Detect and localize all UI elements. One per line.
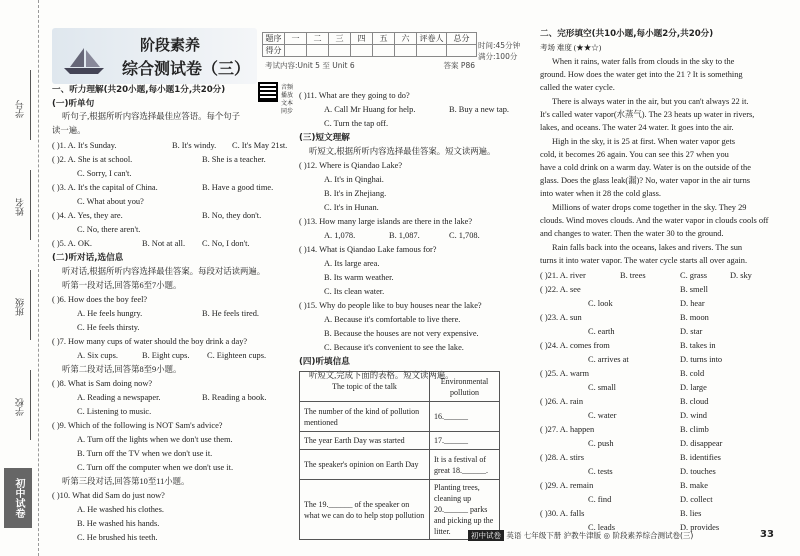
q6-option-a[interactable]: A. He feels hungry.	[77, 309, 143, 318]
q14-option-a[interactable]: A. Its large area.	[324, 259, 380, 268]
q9-option-b[interactable]: B. Turn off the TV when we don't use it.	[77, 449, 213, 458]
q5-option-b[interactable]: B. Not at all.	[142, 239, 186, 248]
score-table	[262, 32, 477, 57]
exam-scope: 考试内容:Unit 5 至 Unit 6	[265, 61, 355, 70]
difficulty-tag: 考场 难度 (★★☆)	[540, 43, 602, 52]
q10-option-a[interactable]: A. He washed his clothes.	[77, 505, 164, 514]
q7-option-c[interactable]: C. Eighteen cups.	[207, 351, 267, 360]
q22-option-a[interactable]: ( )22. A. see	[540, 285, 581, 294]
sub4-instruction: 听短文,完成下面的表格。短文读两遍。	[309, 371, 454, 380]
q29-option-c[interactable]: C. find	[588, 495, 612, 504]
score-cell[interactable]	[285, 45, 307, 57]
binding-strip	[0, 0, 40, 556]
q8-option-c[interactable]: C. Listening to music.	[77, 407, 152, 416]
q10-option-b[interactable]: B. He washed his hands.	[77, 519, 160, 528]
q28-option-c[interactable]: C. tests	[588, 467, 613, 476]
student-number-line	[30, 70, 31, 140]
footer-text: 英语 七年级下册 沪教牛津版 ◎ 阶段素养综合测试卷(三)	[506, 531, 694, 540]
q28-option-a[interactable]: ( )28. A. stirs	[540, 453, 584, 462]
score-header: 五	[373, 33, 395, 45]
q2-option-c[interactable]: C. Sorry, I can't.	[77, 169, 132, 178]
dialogue-3-note: 听第三段对话,回答第10至11小题。	[62, 477, 190, 486]
qr-code[interactable]	[258, 82, 278, 102]
passage-p1-l2: ground. How does the water get into the 21 ? It is something	[540, 70, 743, 79]
q8-option-a[interactable]: A. Reading a newspaper.	[77, 393, 161, 402]
q23-option-a[interactable]: ( )23. A. sun	[540, 313, 582, 322]
passage-p3-l1: High in the sky, it is 25 at first. When water vapor gets	[552, 137, 736, 146]
page-number: 33	[760, 529, 774, 540]
q12-option-c[interactable]: C. It's in Hunan.	[324, 203, 379, 212]
q13-stem[interactable]: ( )13. How many large islands are there in the lake?	[299, 217, 473, 226]
q12-option-b[interactable]: B. It's in Zhejiang.	[324, 189, 387, 198]
score-header: 二	[307, 33, 329, 45]
q12-stem[interactable]: ( )12. Where is Qiandao Lake?	[299, 161, 403, 170]
blank-16[interactable]: 16.______	[430, 402, 500, 432]
passage-p2-l2: It's called water vapor(水蒸气). The 23 heats up water in rivers,	[540, 110, 755, 119]
q24-option-d[interactable]: D. turns into	[680, 355, 723, 364]
sub3-instruction: 听短文,根据所听内容选择最佳答案。短文读两遍。	[309, 147, 496, 156]
student-number-label: 学号	[16, 100, 26, 118]
footer-tag: 初中试卷	[468, 530, 504, 541]
answer-ref: 答案 P86	[443, 61, 475, 70]
q11-option-c[interactable]: C. Turn the tap off.	[324, 119, 389, 128]
passage-p1-l3: called the water cycle.	[540, 83, 615, 92]
q9-option-a[interactable]: A. Turn off the lights when we don't use them.	[77, 435, 233, 444]
name-line	[30, 170, 31, 240]
time-info	[478, 40, 520, 62]
q27-option-a[interactable]: ( )27. A. happen	[540, 425, 595, 434]
q26-option-b[interactable]: B. cloud	[680, 397, 709, 406]
passage-p3-l5: into water when it 28 the cold glass.	[540, 189, 661, 198]
q10-stem[interactable]: ( )10. What did Sam do just now?	[52, 491, 165, 500]
time-limit: 时间:45分钟	[478, 41, 521, 50]
passage-p5-l2: turns it into water vapor. The water cycle starts all over again.	[540, 256, 748, 265]
q4-option-a[interactable]: ( )4. A. Yes, they are.	[52, 211, 123, 220]
q26-option-c[interactable]: C. water	[588, 411, 617, 420]
score-cell[interactable]	[329, 45, 351, 57]
score-header: 三	[329, 33, 351, 45]
q3-option-c[interactable]: C. What about you?	[77, 197, 144, 206]
class-label: 班级	[16, 298, 26, 316]
passage-p2-l1: There is always water in the air, but you can't always 22 it.	[552, 97, 749, 106]
listening-table	[299, 371, 500, 540]
q12-option-a[interactable]: A. It's in Qinghai.	[324, 175, 384, 184]
blank-17[interactable]: 17.______	[430, 432, 500, 450]
q27-option-d[interactable]: D. disappear	[680, 439, 723, 448]
q30-option-a[interactable]: ( )30. A. falls	[540, 509, 585, 518]
q27-option-c[interactable]: C. push	[588, 439, 614, 448]
page-footer	[468, 530, 758, 544]
q2-option-a[interactable]: ( )2. A. She is at school.	[52, 155, 133, 164]
q24-option-b[interactable]: B. takes in	[680, 341, 716, 350]
title-banner	[52, 28, 257, 84]
q7-option-b[interactable]: B. Eight cups.	[142, 351, 190, 360]
q22-option-d[interactable]: D. hear	[680, 299, 705, 308]
score-header: 评卷人	[417, 33, 447, 45]
subsection-3-title: (三)短文理解	[299, 133, 350, 143]
sub2-instruction: 听对话,根据所听内容选择最佳答案。每段对话读两遍。	[62, 267, 266, 276]
passage-p4-l1: Millions of water drops come together in the sky. They 29	[552, 203, 747, 212]
passage-p4-l3: and changes to water. Then the water 30 to the ground.	[540, 229, 724, 238]
subsection-1-title: (一)听单句	[52, 99, 95, 109]
score-cell[interactable]	[373, 45, 395, 57]
q1-option-b[interactable]: B. It's windy.	[172, 141, 217, 150]
score-cell[interactable]	[395, 45, 417, 57]
dialogue-1-note: 听第一段对话,回答第6至7小题。	[62, 281, 182, 290]
q15-stem[interactable]: ( )15. Why do people like to buy houses near the lake?	[299, 301, 482, 310]
q7-option-a[interactable]: A. Six cups.	[77, 351, 118, 360]
q13-option-c[interactable]: C. 1,708.	[449, 231, 480, 240]
q25-option-a[interactable]: ( )25. A. warm	[540, 369, 590, 378]
q30-option-c[interactable]: C. leads	[588, 523, 615, 532]
q21-option-c[interactable]: C. grass	[680, 271, 707, 280]
q21-option-d[interactable]: D. sky	[730, 271, 752, 280]
q22-option-c[interactable]: C. look	[588, 299, 613, 308]
section-2-title: 二、完形填空(共10小题,每小题2分,共20分)	[540, 29, 714, 39]
sub1-instruction-2: 读一遍。	[52, 126, 86, 135]
q30-option-d[interactable]: D. provides	[680, 523, 720, 532]
q15-option-a[interactable]: A. Because it's comfortable to live there.	[324, 315, 461, 324]
q8-option-b[interactable]: B. Reading a book.	[202, 393, 267, 402]
q7-stem[interactable]: ( )7. How many cups of water should the boy drink a day?	[52, 337, 248, 346]
class-line	[30, 270, 31, 340]
subsection-4-title: (四)听填信息	[299, 357, 350, 367]
table-row-4-label: The 19.______ of the speaker on what we can do to help stop pollution	[300, 480, 430, 540]
score-cell[interactable]	[417, 45, 447, 57]
q21-option-b[interactable]: B. trees	[620, 271, 646, 280]
sub1-instruction: 听句子,根据所听内容选择最佳应答语。每个句子	[62, 112, 240, 121]
q15-option-c[interactable]: C. Because it's convenient to see the lake.	[324, 343, 464, 352]
school-line	[30, 370, 31, 440]
q26-option-d[interactable]: D. wind	[680, 411, 707, 420]
q23-option-d[interactable]: D. star	[680, 327, 703, 336]
passage-p5-l1: Rain falls back into the oceans, lakes and rivers. The sun	[552, 243, 743, 252]
passage-p3-l2: cold, it becomes 26 again. You can see this 27 when you	[540, 150, 729, 159]
title-line-1: 阶段素养	[140, 36, 201, 54]
section-1-title: 一、听力理解(共20小题,每小题1分,共20分)	[52, 85, 226, 95]
exam-scope-line	[265, 60, 475, 71]
q14-stem[interactable]: ( )14. What is Qiandao Lake famous for?	[299, 245, 437, 254]
q25-option-b[interactable]: B. cold	[680, 369, 705, 378]
q29-option-d[interactable]: D. collect	[680, 495, 713, 504]
q11-option-b[interactable]: B. Buy a new tap.	[449, 105, 510, 114]
q13-option-b[interactable]: B. 1,087.	[389, 231, 420, 240]
q22-option-b[interactable]: B. smell	[680, 285, 708, 294]
brand-logo: 初中试卷	[4, 468, 32, 528]
school-label: 学校	[16, 398, 26, 416]
score-cell[interactable]	[307, 45, 329, 57]
q29-option-a[interactable]: ( )29. A. remain	[540, 481, 594, 490]
passage-p1-l1: When it rains, water falls from clouds in the sky to the	[552, 57, 735, 66]
name-label: 姓名	[16, 198, 26, 216]
q24-option-a[interactable]: ( )24. A. comes from	[540, 341, 610, 350]
q2-option-b[interactable]: B. She is a teacher.	[202, 155, 266, 164]
table-row-1-label: The number of the kind of pollution mentioned	[300, 402, 430, 432]
q6-option-c[interactable]: C. He feels thirsty.	[77, 323, 140, 332]
q15-option-b[interactable]: B. Because the houses are not very expensive.	[324, 329, 479, 338]
q3-option-a[interactable]: ( )3. A. It's the capital of China.	[52, 183, 158, 192]
score-header: 题序	[263, 33, 285, 45]
q4-option-b[interactable]: B. No, they don't.	[202, 211, 262, 220]
q11-stem[interactable]: ( )11. What are they going to do?	[299, 91, 410, 100]
q11-option-a[interactable]: A. Call Mr Huang for help.	[324, 105, 416, 114]
table-row-2-label: The year Earth Day was started	[300, 432, 430, 450]
q25-option-c[interactable]: C. small	[588, 383, 616, 392]
q14-option-b[interactable]: B. Its warm weather.	[324, 273, 394, 282]
sailboat-icon	[60, 46, 108, 76]
q28-option-b[interactable]: B. identifies	[680, 453, 721, 462]
dialogue-2-note: 听第二段对话,回答第8至9小题。	[62, 365, 182, 374]
table-header-topic: The topic of the talk	[300, 372, 430, 402]
score-header: 总分	[447, 33, 477, 45]
score-header: 六	[395, 33, 417, 45]
score-header: 四	[351, 33, 373, 45]
q28-option-d[interactable]: D. touches	[680, 467, 716, 476]
score-row-label: 得分	[263, 45, 285, 57]
subsection-2-title: (二)听对话,选信息	[52, 253, 124, 263]
qr-caption: 音频播放 文本同步	[281, 84, 294, 115]
q8-stem[interactable]: ( )8. What is Sam doing now?	[52, 379, 153, 388]
q4-option-c[interactable]: C. No, there aren't.	[77, 225, 141, 234]
cut-line	[38, 0, 39, 556]
q5-option-c[interactable]: C. No, I don't.	[202, 239, 250, 248]
score-header: 一	[285, 33, 307, 45]
q14-option-c[interactable]: C. Its clean water.	[324, 287, 385, 296]
q5-option-a[interactable]: ( )5. A. OK.	[52, 239, 93, 248]
q26-option-a[interactable]: ( )26. A. rain	[540, 397, 584, 406]
q6-option-b[interactable]: B. He feels tired.	[202, 309, 259, 318]
q3-option-b[interactable]: B. Have a good time.	[202, 183, 274, 192]
blank-19-20[interactable]: Planting trees, cleaning up 20.______ parks and picking up the litter.	[430, 480, 500, 540]
q13-option-a[interactable]: A. 1,078.	[324, 231, 356, 240]
q10-option-c[interactable]: C. He brushed his teeth.	[77, 533, 158, 542]
q6-stem[interactable]: ( )6. How does the boy feel?	[52, 295, 148, 304]
title-line-2: 综合测试卷（三）	[122, 59, 251, 78]
q27-option-b[interactable]: B. climb	[680, 425, 709, 434]
passage-p3-l3: have a cold drink on a warm day. Water is on the outside of the	[540, 163, 751, 172]
q1-option-c[interactable]: C. It's May 21st.	[232, 141, 288, 150]
passage-p2-l3: lakes, and oceans. The water 24 water. It goes into the air.	[540, 123, 734, 132]
blank-18[interactable]: It is a festival of great 18.______.	[430, 450, 500, 480]
q25-option-d[interactable]: D. large	[680, 383, 707, 392]
full-marks: 满分:100分	[478, 52, 518, 61]
q21-option-a[interactable]: ( )21. A. river	[540, 271, 586, 280]
q30-option-b[interactable]: B. lies	[680, 509, 702, 518]
q23-option-b[interactable]: B. moon	[680, 313, 709, 322]
passage-p4-l2: clouds. Wind moves clouds. And the water vapor in clouds cools off	[540, 216, 769, 225]
q1-option-a[interactable]: ( )1. A. It's Sunday.	[52, 141, 117, 150]
q29-option-b[interactable]: B. make	[680, 481, 708, 490]
q23-option-c[interactable]: C. earth	[588, 327, 615, 336]
passage-p3-l4: glass. Does the glass leak(漏)? No, water vapor in the air turns	[540, 176, 751, 185]
q9-stem[interactable]: ( )9. Which of the following is NOT Sam's advice?	[52, 421, 223, 430]
table-row-3-label: The speaker's opinion on Earth Day	[300, 450, 430, 480]
q24-option-c[interactable]: C. arrives at	[588, 355, 629, 364]
q9-option-c[interactable]: C. Turn off the computer when we don't use it.	[77, 463, 234, 472]
score-cell[interactable]	[351, 45, 373, 57]
score-cell[interactable]	[447, 45, 477, 57]
table-header-pollution: Environmental pollution	[430, 372, 500, 402]
